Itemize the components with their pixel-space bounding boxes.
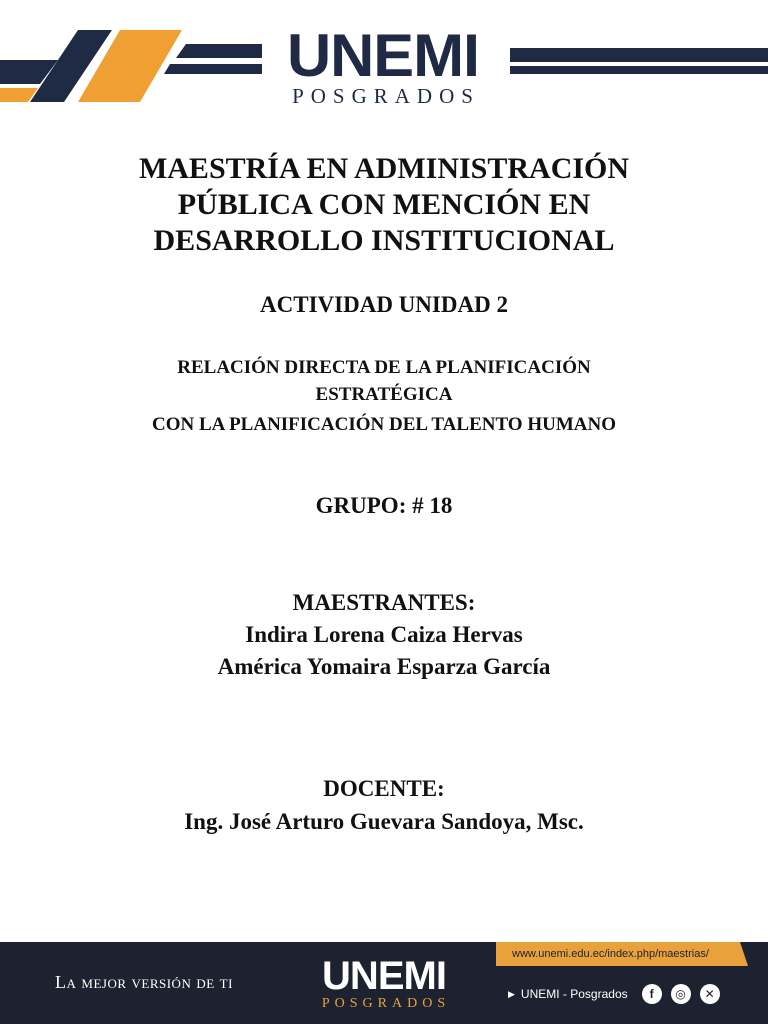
- activity-title: ACTIVIDAD UNIDAD 2: [260, 292, 508, 317]
- footer-slogan: La mejor versión de ti: [55, 972, 233, 992]
- program-title-line-1: MAESTRÍA EN ADMINISTRACIÓN: [138, 152, 630, 185]
- footer-logo-wordmark: UNEMI: [322, 954, 446, 998]
- teacher-label: DOCENTE:: [323, 776, 445, 801]
- website-url[interactable]: www.unemi.edu.ec/index.php/maestrias/: [512, 948, 709, 960]
- teacher-name: Ing. José Arturo Guevara Sandoya, Msc.: [184, 809, 584, 834]
- students-label: MAESTRANTES:: [292, 590, 476, 615]
- facebook-icon[interactable]: f: [642, 984, 662, 1004]
- student-name: América Yomaira Esparza García: [217, 654, 551, 679]
- topic-line-3: CON LA PLANIFICACIÓN DEL TALENTO HUMANO: [152, 414, 616, 435]
- program-title-line-3: DESARROLLO INSTITUCIONAL: [153, 224, 615, 257]
- social-label[interactable]: UNEMI - Posgrados: [520, 987, 628, 1001]
- program-title-line-2: PÚBLICA CON MENCIÓN EN: [177, 188, 591, 221]
- topic-line-1: RELACIÓN DIRECTA DE LA PLANIFICACIÓN: [177, 357, 591, 378]
- logo-wordmark: UNEMI: [286, 22, 480, 89]
- group-number: GRUPO: # 18: [315, 493, 453, 518]
- topic-line-2: ESTRATÉGICA: [315, 384, 453, 405]
- social-links: [508, 984, 729, 1004]
- logo-subtitle: POSGRADOS: [292, 84, 480, 108]
- instagram-icon[interactable]: ◎: [671, 984, 691, 1004]
- play-icon: ▶: [508, 988, 515, 999]
- header-logo: [270, 22, 496, 109]
- x-icon[interactable]: ✕: [700, 984, 720, 1004]
- footer-logo-subtitle: POSGRADOS: [321, 996, 451, 1011]
- footer-banner: [0, 942, 768, 1024]
- student-name: Indira Lorena Caiza Hervas: [245, 622, 523, 647]
- header-banner: [0, 0, 768, 120]
- footer-logo: [314, 956, 454, 1012]
